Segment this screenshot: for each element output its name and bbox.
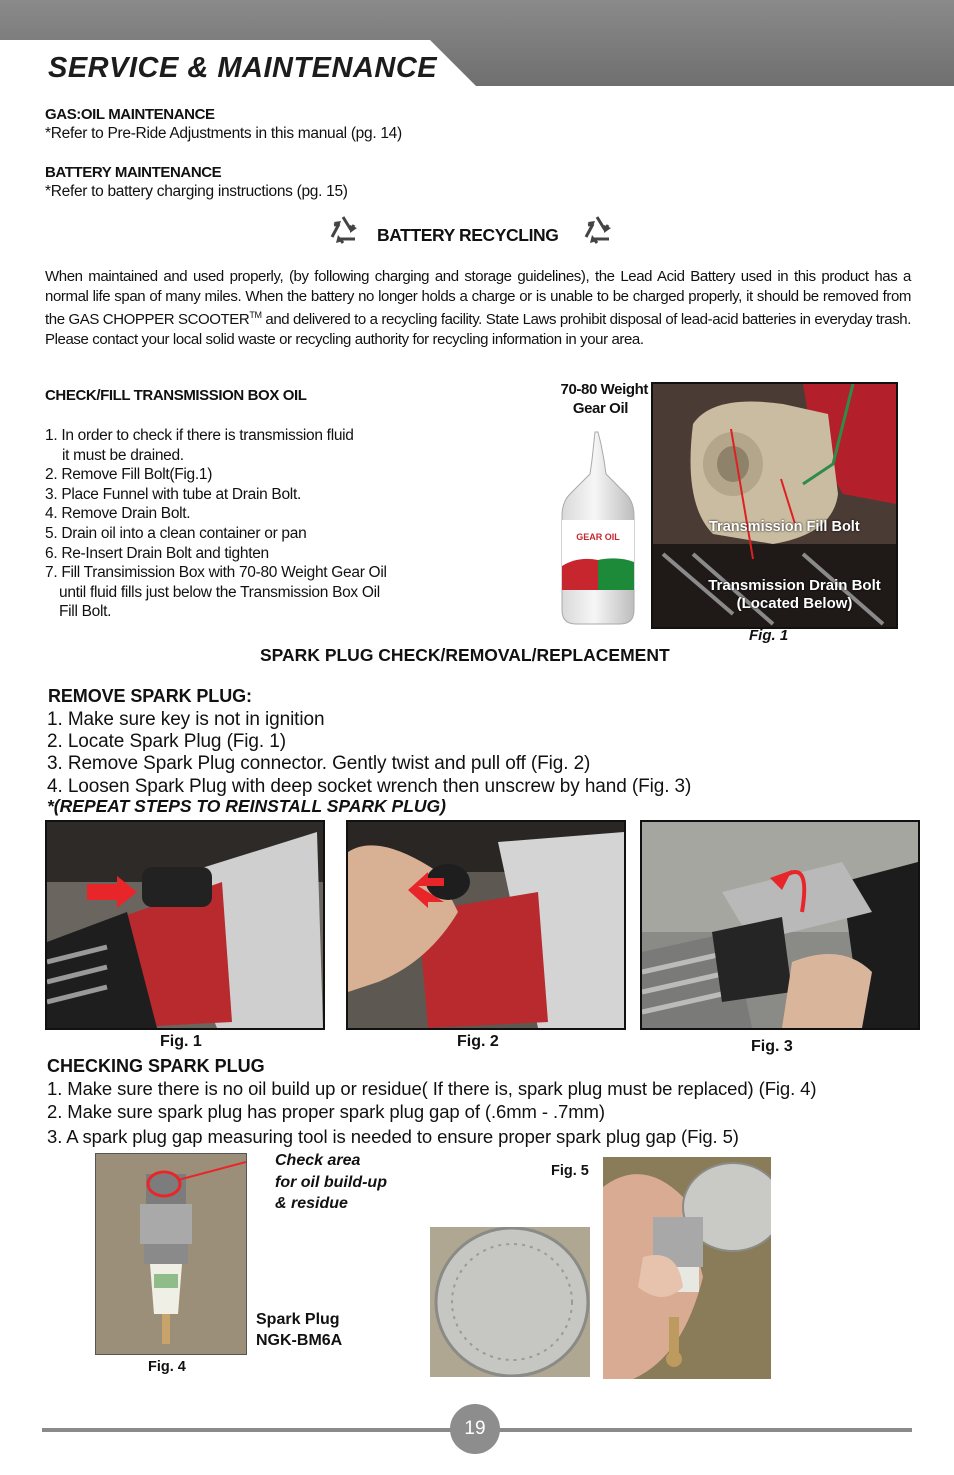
list-item: 1. Make sure key is not in ignition bbox=[47, 709, 325, 730]
recycling-paragraph: When maintained and used properly, (by following charging and storage guidelines), the Lead Acid Battery used in this product has a normal life span of many miles. When the battery no longer holds a charge or is unable to be charged properly, it should be removed from the GAS CHOPPER SCOOTER™ and delivered to a recycling facility. State Laws prohibit disposal of lead-acid batteries in everyday trash. Please contact your local solid waste or recycling authority for recycling information in your area. bbox=[45, 268, 912, 348]
gear-oil-bottle-image bbox=[548, 430, 648, 626]
transmission-heading: CHECK/FILL TRANSMISSION BOX OIL bbox=[45, 387, 307, 404]
spark-plug-photo-3 bbox=[640, 820, 920, 1030]
recycle-icon bbox=[580, 213, 614, 247]
check-area-label: Check area for oil build-up & residue bbox=[275, 1152, 387, 1212]
fig-caption: Fig. 5 bbox=[551, 1163, 589, 1179]
battery-text: *Refer to battery charging instructions (pg. 15) bbox=[45, 183, 348, 200]
list-item: 7. Fill Transimission Box with 70-80 Weight Gear Oil bbox=[45, 564, 387, 582]
transmission-photo bbox=[651, 382, 898, 629]
list-item: 3. Place Funnel with tube at Drain Bolt. bbox=[45, 485, 301, 503]
list-item: 1. In order to check if there is transmission fluid bbox=[45, 427, 354, 444]
fig-caption: Fig. 1 bbox=[160, 1033, 202, 1050]
list-item: it must be drained. bbox=[62, 446, 184, 464]
gas-oil-text: *Refer to Pre-Ride Adjustments in this manual (pg. 14) bbox=[45, 125, 402, 142]
spark-plug-model-label: Spark Plug NGK-BM6A bbox=[256, 1311, 343, 1349]
gap-tool-photo bbox=[430, 1227, 590, 1377]
repeat-note: *(REPEAT STEPS TO REINSTALL SPARK PLUG) bbox=[47, 796, 446, 816]
list-item: 2. Remove Fill Bolt(Fig.1) bbox=[45, 466, 213, 484]
list-item: 3. Remove Spark Plug connector. Gently twist and pull off (Fig. 2) bbox=[47, 753, 591, 775]
list-item: 2. Locate Spark Plug (Fig. 1) bbox=[47, 731, 286, 753]
list-item: 5. Drain oil into a clean container or pan bbox=[45, 524, 307, 542]
battery-heading: BATTERY MAINTENANCE bbox=[45, 164, 222, 181]
list-item: 6. Re-Insert Drain Bolt and tighten bbox=[45, 544, 269, 562]
fig-caption: Fig. 1 bbox=[749, 627, 789, 644]
spark-plug-photo-1 bbox=[45, 820, 325, 1030]
checking-steps bbox=[47, 1077, 816, 1148]
remove-spark-plug-heading: REMOVE SPARK PLUG: bbox=[48, 686, 252, 706]
transmission-steps bbox=[45, 426, 387, 622]
gap-tool-in-hand-photo bbox=[603, 1157, 771, 1379]
list-item: until fluid fills just below the Transmission Box Oil bbox=[59, 583, 380, 601]
recycling-heading: BATTERY RECYCLING bbox=[377, 225, 559, 245]
list-item: 3. A spark plug gap measuring tool is needed to ensure proper spark plug gap (Fig. 5) bbox=[47, 1126, 739, 1147]
fig-caption: Fig. 2 bbox=[457, 1033, 499, 1050]
list-item: Fill Bolt. bbox=[59, 603, 112, 621]
list-item: 2. Make sure spark plug has proper spark plug gap of (.6mm - .7mm) bbox=[47, 1101, 605, 1122]
fig-caption: Fig. 4 bbox=[148, 1359, 186, 1375]
gear-oil-label: 70-80 Weight Gear Oil bbox=[560, 381, 648, 417]
spark-plug-photo-2 bbox=[346, 820, 626, 1030]
recycle-icon bbox=[326, 213, 360, 247]
fill-bolt-label: Transmission Fill Bolt bbox=[709, 519, 860, 535]
list-item: 1. Make sure there is no oil build up or residue( If there is, spark plug must be replaced) (Fig. 4) bbox=[47, 1078, 817, 1099]
gas-oil-heading: GAS:OIL MAINTENANCE bbox=[45, 106, 215, 123]
list-item: 4. Loosen Spark Plug with deep socket wrench then unscrew by hand (Fig. 3) bbox=[47, 775, 692, 797]
list-item: 4. Remove Drain Bolt. bbox=[45, 505, 191, 523]
drain-bolt-label: Transmission Drain Bolt (Located Below) bbox=[708, 577, 881, 612]
spark-plug-fig4-photo bbox=[95, 1153, 247, 1355]
checking-heading: CHECKING SPARK PLUG bbox=[47, 1056, 265, 1076]
svg-text:GEAR OIL: GEAR OIL bbox=[576, 532, 620, 542]
page-title: SERVICE & MAINTENANCE bbox=[48, 52, 438, 84]
fig-caption: Fig. 3 bbox=[751, 1038, 793, 1055]
remove-steps bbox=[47, 709, 691, 798]
spark-plug-heading: SPARK PLUG CHECK/REMOVAL/REPLACEMENT bbox=[260, 645, 670, 665]
page-number: 19 bbox=[450, 1404, 500, 1454]
